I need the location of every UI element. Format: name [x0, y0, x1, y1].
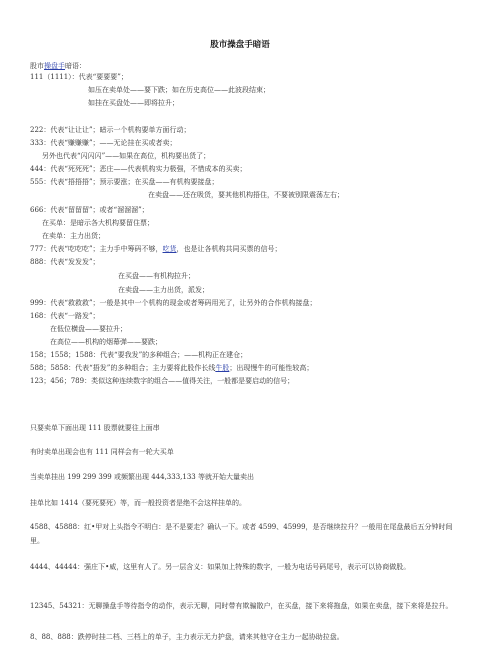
code-168-high: 在高位——机构的烟幕弹——要跌；	[50, 338, 162, 346]
code-999: 999：代表“救救救”；一般是其中一个机构的现金或者筹码用光了，让另外的合作机构接盘；	[30, 299, 317, 307]
code-888-buy: 在买盘——有机构拉升；	[118, 272, 195, 280]
intro-suffix: 暗语：	[65, 62, 86, 70]
code-555: 555：代表“捂捂捂”；预示要涨；在买盘——有机构要接盘；	[30, 178, 219, 186]
code-588-post: ；出现慢牛的可能性较高；	[229, 364, 314, 372]
code-588	[30, 364, 460, 373]
code-444: 444：代表“死死死”；恶庄——代表机构实力极强，不惜成本的买卖；	[30, 165, 247, 173]
paragraph-4588: 4588、45888：红•甲对上头指令不明白：是不是要走？确认一下。或者 4599、45999，是否继续拉升？一般用在尾盘最后五分钟时间里。	[30, 523, 453, 545]
paragraph-1414: 挂单比如 1414（要死要死）等，而一般投资者是绝不会这样挂单的。	[30, 499, 247, 507]
code-588-pre: 588；5858：代表“捂发”的多种组合；主力要将此股作长线	[30, 364, 216, 372]
paragraph-111-sell: 只要卖单下面出现 111 股票就要往上面串	[30, 424, 160, 432]
code-888-sell: 在卖盘——主力出货，派发；	[118, 286, 209, 294]
code-666-buy: 在买单：是暗示各大机构要留住票；	[42, 219, 154, 227]
paragraph-4444: 4444、44444：强庄下•威，这里有人了。另一层含义：如果加上特殊的数字，一般为电话号码尾号，表示可以协商做股。	[30, 563, 411, 571]
code-111-buy: 如挂在买盘处——即将拉升；	[88, 99, 179, 107]
document-title: 股市操盘手暗语	[210, 40, 270, 50]
paragraph-sell-signals: 当卖单挂出 199 299 399 或频繁出现 444,333,133 等就开始大量卖出	[30, 473, 254, 481]
intro-line	[30, 62, 460, 71]
intro-prefix: 股市	[30, 62, 44, 70]
code-777-post: ，也是让各机构共同买票的信号；	[176, 245, 282, 253]
code-666: 666：代表“留留留”；或者“溜溜溜”；	[30, 206, 149, 214]
code-333-note: 另外也代表“闪闪闪”——如果在高位，机构要出货了；	[42, 152, 211, 160]
bull-stock-link[interactable]: 牛股	[215, 364, 230, 372]
code-777-pre: 777：代表“吃吃吃”；主力手中筹码不够，	[30, 245, 163, 253]
code-555-sell: 在卖盘——还在吸货，要其他机构捂住，不要被别限震荡左右；	[148, 191, 344, 199]
code-888: 888：代表“发发发”；	[30, 258, 100, 266]
code-158: 158；1558；1588：代表“要我发”的多种组合；——机构正在建仓；	[30, 351, 248, 359]
code-666-sell: 在卖单：主力出货；	[42, 232, 105, 240]
eat-goods-link[interactable]: 吃货	[162, 245, 177, 253]
code-111: 111（1111）：代表“要要要”；	[30, 73, 128, 81]
code-111-sell: 如压在卖单处——要下跌；如在历史高位——此波段结束；	[88, 86, 270, 94]
code-777	[30, 245, 460, 254]
paragraph-888: 8、88、888：跌停时挂二档、三档上的单子，主力表示无力护盘，请来其他守仓主力一起协助拉盘。	[30, 633, 344, 641]
code-168-low: 在低位横盘——要拉升；	[50, 325, 127, 333]
code-333: 333：代表“赚赚赚”；——无论挂在买或者卖；	[30, 139, 177, 147]
code-123: 123；456；789：类似这种连续数字的组合——值得关注，一般都是要启动的信号；	[30, 377, 295, 385]
paragraph-111-buy: 有时卖单出现会也有 111 同样会有一轮大买单	[30, 448, 174, 456]
code-168: 168：代表“一路发”；	[30, 312, 100, 320]
trader-link[interactable]: 操盘手	[44, 62, 65, 70]
paragraph-12345: 12345、54321：无聊操盘手等待指令的动作，表示无聊，同时带有欺骗散户，在买盘，接下来将拖盘，如果在卖盘，接下来将是拉升。	[30, 602, 453, 610]
code-222: 222：代表“让让让”；暗示一个机构要单方面行动；	[30, 126, 191, 134]
